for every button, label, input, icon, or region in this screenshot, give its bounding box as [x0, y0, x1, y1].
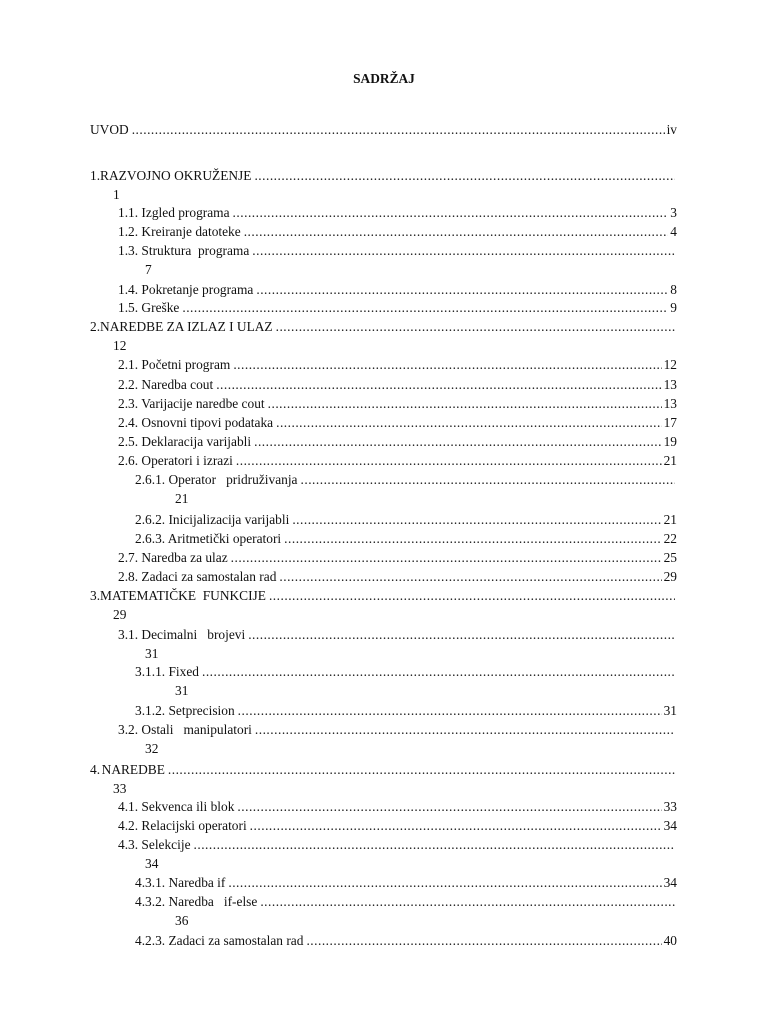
- toc-entry-title: 3.1.1. Fixed: [135, 664, 199, 679]
- toc-entry-page: 22: [663, 531, 677, 546]
- toc-entry-number: 3.: [90, 588, 101, 603]
- toc-entry-page: 31: [175, 683, 189, 698]
- toc-entry-page: 25: [663, 550, 677, 565]
- toc-leader-dots: [236, 451, 662, 470]
- toc-entry-title: 1.3. Struktura programa: [118, 243, 250, 258]
- toc-entry[interactable]: [90, 166, 677, 185]
- toc-entry[interactable]: [118, 222, 677, 241]
- toc-entry[interactable]: [118, 816, 677, 835]
- toc-entry[interactable]: [135, 892, 677, 911]
- toc-leader-dots: [168, 760, 675, 779]
- toc-entry-page: 33: [663, 799, 677, 814]
- toc-entry-page: 29: [113, 607, 127, 622]
- toc-entry-page: 3: [670, 205, 677, 220]
- toc-entry[interactable]: [118, 797, 677, 816]
- toc-leader-dots: [254, 432, 662, 451]
- toc-entry-title: 4.1. Sekvenca ili blok: [118, 799, 235, 814]
- toc-entry-page: 13: [663, 377, 677, 392]
- toc-leader-dots: [254, 166, 675, 185]
- toc-entry-title: RAZVOJNO OKRUŽENJE: [100, 168, 252, 183]
- toc-leader-dots: [233, 203, 669, 222]
- toc-entry-page: 7: [145, 262, 152, 277]
- toc-leader-dots: [279, 567, 661, 586]
- toc-entry[interactable]: [118, 280, 677, 299]
- toc-entry-title: 1.5. Greške: [118, 300, 180, 315]
- toc-entry[interactable]: [118, 298, 677, 317]
- toc-entry[interactable]: [118, 567, 677, 586]
- toc-entry-title: MATEMATIČKE FUNKCIJE: [100, 588, 266, 603]
- toc-entry-page: 34: [663, 818, 677, 833]
- toc-leader-dots: [237, 797, 661, 816]
- toc-entry[interactable]: [118, 203, 677, 222]
- toc-entry-page: 17: [663, 415, 677, 430]
- toc-entry-title: 2.3. Varijacije naredbe cout: [118, 396, 265, 411]
- toc-entry-title: 4.3.1. Naredba if: [135, 875, 226, 890]
- toc-entry-page: 34: [663, 875, 677, 890]
- toc-leader-dots: [233, 355, 661, 374]
- toc-leader-dots: [228, 873, 661, 892]
- toc-leader-dots: [216, 375, 661, 394]
- toc-entry[interactable]: [135, 470, 677, 489]
- toc-entry[interactable]: [118, 241, 677, 260]
- toc-entry-page: 36: [175, 913, 189, 928]
- toc-entry-title: 2.6.2. Inicijalizacija varijabli: [135, 512, 290, 527]
- toc-entry-title: 3.1. Decimalni brojevi: [118, 627, 246, 642]
- toc-entry[interactable]: [90, 120, 677, 139]
- toc-leader-dots: [268, 394, 662, 413]
- toc-entry-title: 1.4. Pokretanje programa: [118, 282, 254, 297]
- toc-entry-page: 31: [663, 703, 677, 718]
- toc-entry[interactable]: [118, 451, 677, 470]
- toc-entry[interactable]: [118, 413, 677, 432]
- toc-leader-dots: [238, 701, 662, 720]
- toc-leader-dots: [301, 470, 676, 489]
- toc-entry-title: 2.5. Deklaracija varijabli: [118, 434, 252, 449]
- toc-entry-title: NAREDBE: [101, 762, 165, 777]
- toc-entry-title: 3.1.2. Setprecision: [135, 703, 235, 718]
- toc-entry-title: 3.2. Ostali manipulatori: [118, 722, 252, 737]
- toc-leader-dots: [276, 413, 662, 432]
- toc-entry-title: 2.7. Naredba za ulaz: [118, 550, 228, 565]
- toc-leader-dots: [255, 720, 675, 739]
- toc-entry-page: 40: [663, 933, 677, 948]
- toc-entry[interactable]: [118, 548, 677, 567]
- toc-entry-page: 12: [663, 357, 677, 372]
- toc-entry-title: 1.2. Kreiranje datoteke: [118, 224, 241, 239]
- toc-entry-page: 21: [663, 453, 677, 468]
- toc-leader-dots: [231, 548, 662, 567]
- toc-entry-title: 1.1. Izgled programa: [118, 205, 230, 220]
- toc-leader-dots: [202, 662, 675, 681]
- toc-entry-page: 8: [670, 282, 677, 297]
- toc-leader-dots: [292, 510, 661, 529]
- toc-entry-number: 2.: [90, 319, 101, 334]
- toc-entry-page: 31: [145, 646, 159, 661]
- toc-entry-title: 4.3. Selekcije: [118, 837, 191, 852]
- toc-entry-title: 2.6. Operatori i izrazi: [118, 453, 233, 468]
- toc-entry-title: 2.8. Zadaci za samostalan rad: [118, 569, 277, 584]
- toc-entry[interactable]: [90, 317, 677, 336]
- toc-entry[interactable]: [118, 835, 677, 854]
- toc-entry[interactable]: [118, 432, 677, 451]
- toc-entry[interactable]: [118, 720, 677, 739]
- toc-entry[interactable]: [90, 760, 677, 779]
- toc-entry-title: 4.3.2. Naredba if-else: [135, 894, 258, 909]
- toc-entry[interactable]: [135, 873, 677, 892]
- toc-leader-dots: [132, 120, 665, 139]
- toc-leader-dots: [256, 280, 668, 299]
- toc-entry-title: 2.1. Početni program: [118, 357, 231, 372]
- toc-entry-title: 2.6.1. Operator pridruživanja: [135, 472, 298, 487]
- toc-entry-title: 2.4. Osnovni tipovi podataka: [118, 415, 274, 430]
- toc-entry[interactable]: [118, 625, 677, 644]
- toc-entry[interactable]: [118, 375, 677, 394]
- toc-entry-page: 33: [113, 781, 127, 796]
- toc-entry-title: 4.2. Relacijski operatori: [118, 818, 247, 833]
- toc-leader-dots: [252, 241, 675, 260]
- toc-entry-title: NAREDBE ZA IZLAZ I ULAZ: [100, 319, 273, 334]
- toc-leader-dots: [244, 222, 669, 241]
- toc-entry-page: iv: [666, 122, 677, 137]
- toc-entry[interactable]: [135, 529, 677, 548]
- toc-entry-page: 21: [663, 512, 677, 527]
- toc-entry-page: 9: [670, 300, 677, 315]
- toc-entry-number: 1.: [90, 168, 101, 183]
- toc-entry-title: 2.6.3. Aritmetički operatori: [135, 531, 282, 546]
- toc-entry[interactable]: [135, 662, 677, 681]
- toc-entry[interactable]: [90, 586, 677, 605]
- toc-entry[interactable]: [118, 355, 677, 374]
- toc-entry-page: 29: [663, 569, 677, 584]
- toc-entry-page: 19: [663, 434, 677, 449]
- toc-entry-page: 13: [663, 396, 677, 411]
- toc-entry[interactable]: [118, 394, 677, 413]
- toc-entry-page: 1: [113, 187, 120, 202]
- toc-title: SADRŽAJ: [353, 71, 415, 86]
- toc-entry-title: UVOD: [90, 122, 129, 137]
- toc-entry-title: 2.2. Naredba cout: [118, 377, 214, 392]
- toc-entry[interactable]: [135, 931, 677, 950]
- toc-entry-page: 32: [145, 741, 159, 756]
- toc-entry-page: 12: [113, 338, 127, 353]
- toc-leader-dots: [269, 586, 675, 605]
- toc-entry-page: 4: [670, 224, 677, 239]
- toc-leader-dots: [248, 625, 675, 644]
- toc-entry[interactable]: [135, 701, 677, 720]
- toc-leader-dots: [306, 931, 661, 950]
- toc-entry-number: 4.: [90, 762, 101, 777]
- toc-entry-page: 34: [145, 856, 159, 871]
- toc-entry-title: 4.2.3. Zadaci za samostalan rad: [135, 933, 304, 948]
- toc-leader-dots: [250, 816, 662, 835]
- toc-leader-dots: [284, 529, 661, 548]
- toc-leader-dots: [276, 317, 675, 336]
- toc-entry-page: 21: [175, 491, 189, 506]
- toc-entry[interactable]: [135, 510, 677, 529]
- toc-leader-dots: [194, 835, 675, 854]
- toc-leader-dots: [260, 892, 675, 911]
- toc-leader-dots: [182, 298, 668, 317]
